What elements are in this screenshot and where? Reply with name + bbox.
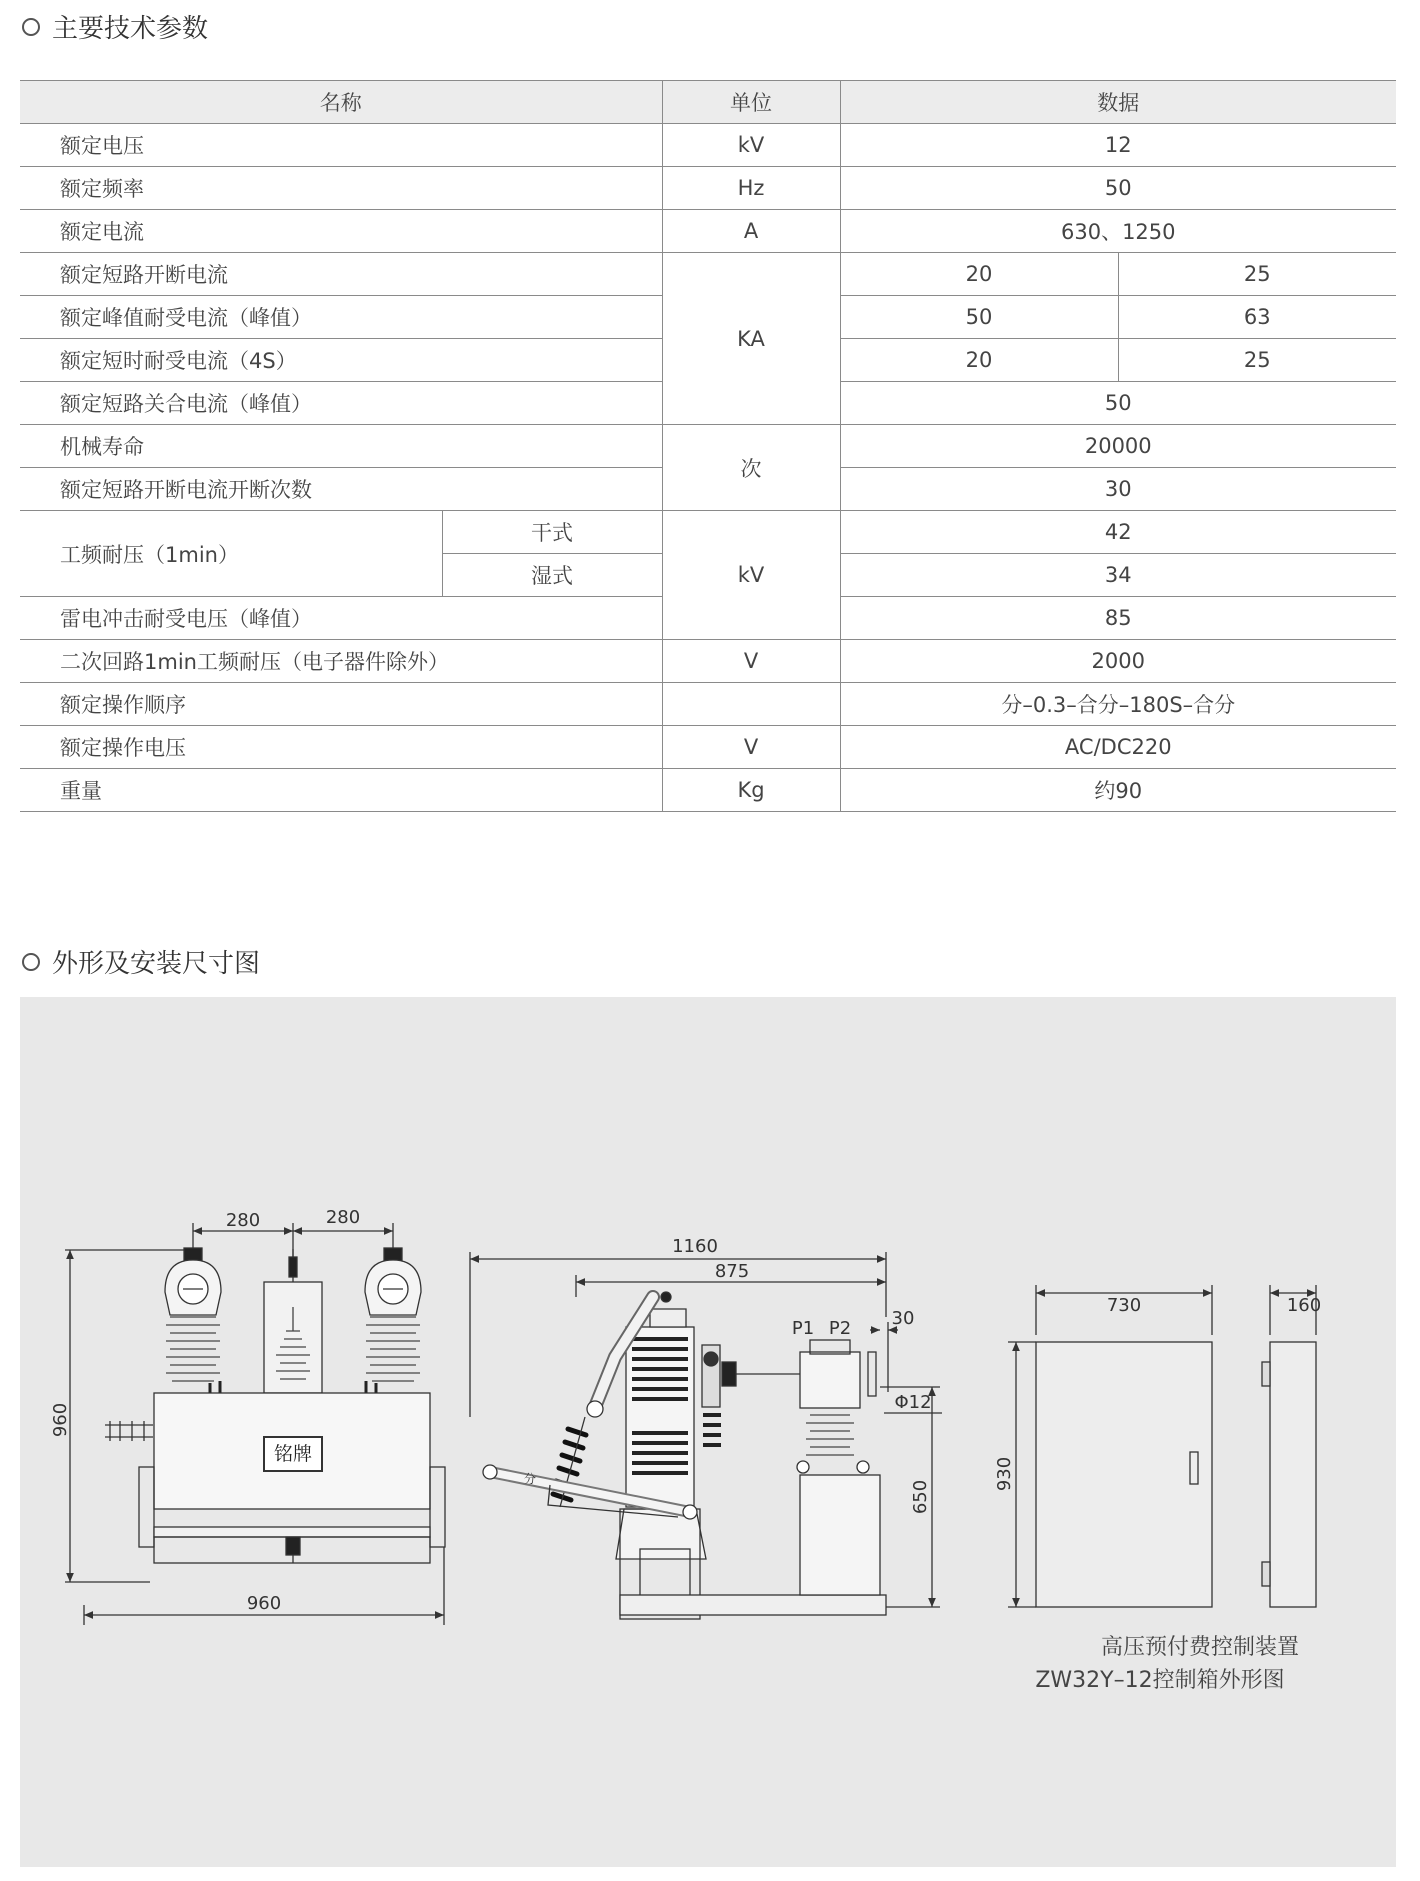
row-subname: 干式 [442, 511, 662, 554]
row-value-1: 50 [840, 296, 1118, 339]
table-row [20, 253, 1396, 296]
front-dim-top-right: 280 [325, 1207, 361, 1228]
circle-bullet-icon [22, 18, 40, 36]
row-name: 额定短路开断电流开断次数 [20, 468, 662, 511]
circle-bullet-icon [22, 953, 40, 971]
row-value: 50 [840, 382, 1396, 425]
row-name: 额定操作顺序 [20, 683, 662, 726]
row-value: 2000 [840, 640, 1396, 683]
box-caption-1: 高压预付费控制装置 [1100, 1635, 1300, 1660]
row-unit-ka: KA [662, 253, 840, 425]
row-value: 42 [840, 511, 1396, 554]
side-view [470, 1236, 942, 1619]
row-name: 额定峰值耐受电流（峰值） [20, 296, 662, 339]
box-dim-depth: 160 [1286, 1295, 1322, 1316]
label-p1: P1 [791, 1318, 815, 1339]
label-p2: P2 [828, 1318, 852, 1339]
table-row [20, 210, 1396, 253]
row-unit: A [662, 210, 840, 253]
table-row [20, 683, 1396, 726]
row-value-2: 63 [1118, 296, 1396, 339]
box-caption-2: ZW32Y–12控制箱外形图 [1035, 1668, 1285, 1693]
row-value: 30 [840, 468, 1396, 511]
row-name: 额定短路开断电流 [20, 253, 662, 296]
row-name: 工频耐压（1min） [20, 511, 442, 597]
header-data: 数据 [840, 81, 1396, 124]
row-name: 额定频率 [20, 167, 662, 210]
row-unit: kV [662, 124, 840, 167]
front-dim-width: 960 [246, 1593, 282, 1614]
side-dim-phi: Φ12 [894, 1392, 932, 1413]
table-row [20, 769, 1396, 812]
header-unit: 单位 [662, 81, 840, 124]
control-box-view [994, 1285, 1321, 1693]
header-name: 名称 [20, 81, 662, 124]
row-name: 额定短时耐受电流（4S） [20, 339, 662, 382]
side-dim-inner: 875 [714, 1261, 750, 1282]
table-row [20, 640, 1396, 683]
table-row [20, 511, 1396, 554]
params-section-title [22, 8, 208, 45]
params-title-text: 主要技术参数 [52, 14, 209, 44]
table-header-row [20, 81, 1396, 124]
label-fen: 分 [523, 1472, 537, 1486]
row-value-2: 25 [1118, 253, 1396, 296]
row-name: 重量 [20, 769, 662, 812]
box-dim-width: 730 [1106, 1295, 1142, 1316]
row-value: 约90 [840, 769, 1396, 812]
row-value: 34 [840, 554, 1396, 597]
table-row [20, 425, 1396, 468]
parameter-table [20, 80, 1396, 812]
row-value: 12 [840, 124, 1396, 167]
row-value-1: 20 [840, 253, 1118, 296]
side-dim-30: 30 [891, 1308, 915, 1329]
row-unit-times: 次 [662, 425, 840, 511]
dimension-drawing-panel [20, 997, 1396, 1867]
row-value-1: 20 [840, 339, 1118, 382]
front-dim-height: 960 [50, 1402, 71, 1438]
row-subname: 湿式 [442, 554, 662, 597]
box-dim-height: 930 [994, 1456, 1015, 1492]
drawing-section-title [22, 943, 260, 980]
table-row [20, 726, 1396, 769]
row-name: 雷电冲击耐受电压（峰值） [20, 597, 662, 640]
row-unit: V [662, 640, 840, 683]
row-name: 额定短路关合电流（峰值） [20, 382, 662, 425]
row-value: 50 [840, 167, 1396, 210]
row-unit-kv: kV [662, 511, 840, 640]
row-unit: Kg [662, 769, 840, 812]
row-value: 分–0.3–合分–180S–合分 [840, 683, 1396, 726]
row-value: AC/DC220 [840, 726, 1396, 769]
front-dim-top-left: 280 [225, 1210, 261, 1231]
nameplate-label: 铭牌 [273, 1443, 313, 1465]
table-row [20, 124, 1396, 167]
row-value: 20000 [840, 425, 1396, 468]
row-value: 630、1250 [840, 210, 1396, 253]
row-value: 85 [840, 597, 1396, 640]
drawing-title-text: 外形及安装尺寸图 [52, 949, 261, 979]
side-dim-height: 650 [910, 1479, 931, 1515]
side-dim-total: 1160 [672, 1236, 718, 1257]
row-name: 二次回路1min工频耐压（电子器件除外） [20, 640, 662, 683]
row-name: 额定电流 [20, 210, 662, 253]
row-unit [662, 683, 840, 726]
row-name: 机械寿命 [20, 425, 662, 468]
row-value-2: 25 [1118, 339, 1396, 382]
row-name: 额定操作电压 [20, 726, 662, 769]
dimension-drawing [20, 997, 1396, 1867]
table-row [20, 167, 1396, 210]
row-unit: Hz [662, 167, 840, 210]
row-name: 额定电压 [20, 124, 662, 167]
front-view [50, 1207, 445, 1625]
row-unit: V [662, 726, 840, 769]
